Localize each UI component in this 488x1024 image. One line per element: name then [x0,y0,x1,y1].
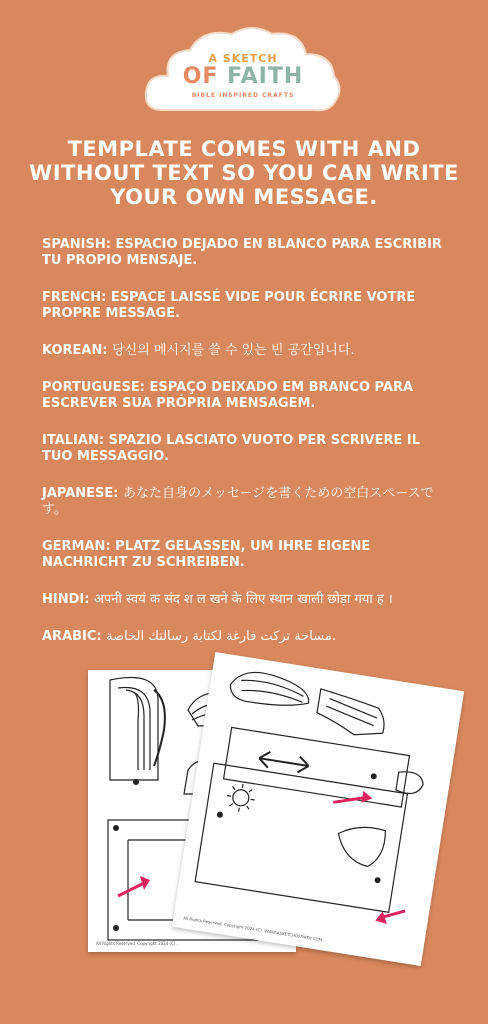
logo [142,22,344,116]
lang-arabic [42,629,452,645]
lang-label: SPANISH: [42,237,111,252]
logo-of: OF [182,64,228,89]
lang-text: 당신의 메시지를 쓸 수 있는 빈 공간입니다. [112,343,355,358]
lang-label: KOREAN: [42,343,108,358]
lang-text: ESPAÇO DEIXADO EM BRANCO PARA ESCREVER SUA PRÓPRIA MENSAGEM. [42,380,414,411]
lang-text: あなた自身のメッセージを書くための空白スペースです。 [42,486,434,517]
lang-label: JAPANESE: [42,486,119,501]
lang-label: ITALIAN: [42,433,105,448]
lang-text: PLATZ GELASSEN, UM IHRE EIGENE NACHRICHT ZU SCHREIBEN. [42,539,371,570]
headline: TEMPLATE COMES WITH AND WITHOUT TEXT SO YOU CAN WRITE YOUR OWN MESSAGE. [29,137,459,209]
lang-portuguese [42,380,452,412]
lang-label: HINDI: [42,592,90,607]
sheet-copyright: All Rights Reserved. Copyright 2024 (C) . [96,941,179,946]
lang-text: مساحة تركت فارغة لكتابة رسالتك الخاصة. [106,629,336,644]
template-preview [80,660,440,960]
lang-label: GERMAN: [42,539,111,554]
lang-german [42,539,452,571]
lang-spanish [42,237,452,269]
language-list [42,237,452,666]
logo-tagline: BIBLE INSPIRED CRAFTS [191,92,295,99]
logo-faith: FAITH [227,64,304,89]
lang-italian [42,433,452,465]
template-sheet-drawing [172,652,464,966]
lang-text: SPAZIO LASCIATO VUOTO PER SCRIVERE IL TUO MESSAGGIO. [42,433,421,464]
lang-text: ESPACIO DEJADO EN BLANCO PARA ESCRIBIR TU PROPIO MENSAJE. [42,237,442,268]
template-sheet-front [172,652,464,966]
lang-text: ESPACE LAISSÉ VIDE POUR ÉCRIRE VOTRE PROPRE MESSAGE. [42,290,416,321]
logo-line2 [142,64,344,89]
lang-text: अपनी स्वयं क संद श ल खने के लिए स्थान खाली छोड़ा गया ह । [93,592,393,607]
lang-hindi [42,592,452,608]
lang-korean [42,343,452,359]
logo-line1: A SKETCH [208,52,278,65]
sheet-copyright: All Rights Reserved. Copyright 2024 (C). WWW.ASKETCHOFFAITH.COM [182,915,323,943]
lang-label: FRENCH: [42,290,107,305]
lang-japanese [42,486,452,518]
lang-label: ARABIC: [42,629,102,644]
lang-french [42,290,452,322]
lang-label: PORTUGUESE: [42,380,145,395]
